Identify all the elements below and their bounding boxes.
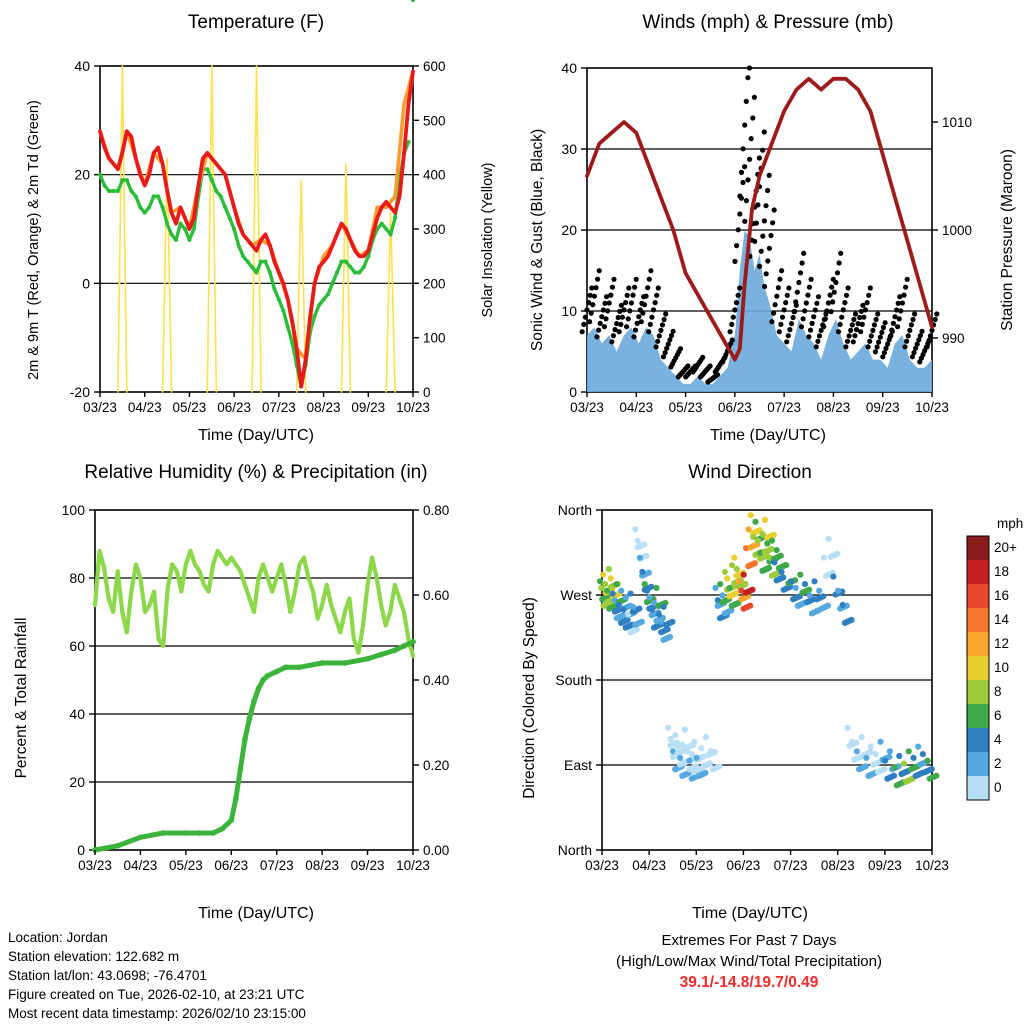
svg-text:03/23: 03/23 bbox=[585, 858, 619, 873]
svg-text:10/23: 10/23 bbox=[915, 400, 949, 415]
svg-text:500: 500 bbox=[423, 113, 446, 129]
winds-title: Winds (mph) & Pressure (mb) bbox=[642, 12, 894, 33]
svg-text:03/23: 03/23 bbox=[78, 858, 112, 873]
svg-text:2: 2 bbox=[994, 756, 1002, 771]
svg-text:0.00: 0.00 bbox=[423, 843, 450, 858]
svg-text:30: 30 bbox=[561, 141, 577, 157]
svg-text:10/23: 10/23 bbox=[396, 400, 430, 415]
svg-text:07/23: 07/23 bbox=[773, 858, 808, 873]
svg-text:06/23: 06/23 bbox=[217, 400, 252, 415]
svg-text:80: 80 bbox=[69, 570, 85, 586]
extremes-subtitle: (High/Low/Max Wind/Total Precipitation) bbox=[616, 953, 882, 970]
svg-text:990: 990 bbox=[942, 331, 965, 346]
svg-text:05/23: 05/23 bbox=[172, 400, 207, 415]
svg-text:North: North bbox=[557, 502, 592, 518]
svg-text:0.60: 0.60 bbox=[423, 588, 450, 603]
temperature-panel bbox=[0, 0, 512, 448]
station-location: Location: Jordan bbox=[8, 930, 108, 945]
humidity-xlabel: Time (Day/UTC) bbox=[198, 905, 314, 922]
station-info bbox=[8, 928, 508, 1023]
svg-text:09/23: 09/23 bbox=[865, 400, 900, 415]
winds-pressure-chart bbox=[512, 0, 1024, 448]
svg-text:0: 0 bbox=[994, 780, 1002, 795]
svg-text:East: East bbox=[563, 757, 592, 773]
svg-text:0: 0 bbox=[569, 384, 577, 400]
svg-text:mph: mph bbox=[997, 516, 1024, 531]
wind-speed-colorbar bbox=[967, 516, 1023, 800]
wind-direction-panel bbox=[512, 448, 1024, 928]
temperature-xlabel: Time (Day/UTC) bbox=[198, 427, 314, 444]
station-elevation: Station elevation: 122.682 m bbox=[8, 949, 180, 964]
svg-text:4: 4 bbox=[994, 732, 1002, 747]
svg-text:South: South bbox=[555, 672, 592, 688]
svg-text:0: 0 bbox=[423, 385, 431, 400]
svg-text:05/23: 05/23 bbox=[168, 858, 203, 873]
svg-text:03/23: 03/23 bbox=[83, 400, 117, 415]
svg-text:100: 100 bbox=[423, 330, 446, 346]
svg-text:20: 20 bbox=[69, 774, 85, 790]
wind-direction-ylabel: Direction (Colored By Speed) bbox=[521, 597, 538, 799]
temperature-ylabel: 2m & 9m T (Red, Orange) & 2m Td (Green) bbox=[26, 100, 42, 380]
temperature-title: Temperature (F) bbox=[187, 12, 325, 33]
svg-text:1010: 1010 bbox=[942, 115, 973, 130]
winds-pressure-panel bbox=[512, 0, 1024, 448]
winds-xlabel: Time (Day/UTC) bbox=[710, 427, 826, 444]
svg-text:North: North bbox=[557, 842, 592, 858]
wind-direction-xlabel: Time (Day/UTC) bbox=[692, 905, 808, 922]
svg-text:300: 300 bbox=[423, 222, 446, 237]
svg-text:06/23: 06/23 bbox=[717, 400, 752, 415]
svg-text:10: 10 bbox=[561, 303, 577, 319]
svg-text:400: 400 bbox=[423, 167, 446, 183]
extremes-title: Extremes For Past 7 Days bbox=[661, 932, 837, 949]
svg-text:0: 0 bbox=[77, 842, 85, 858]
svg-text:03/23: 03/23 bbox=[570, 400, 604, 415]
svg-text:600: 600 bbox=[423, 59, 446, 74]
svg-text:10/23: 10/23 bbox=[915, 858, 949, 873]
svg-text:8: 8 bbox=[994, 684, 1002, 699]
svg-text:-20: -20 bbox=[69, 384, 90, 400]
svg-text:09/23: 09/23 bbox=[351, 400, 386, 415]
svg-text:20: 20 bbox=[561, 222, 577, 238]
wind-direction-chart bbox=[512, 448, 1024, 928]
humidity-precip-chart bbox=[0, 448, 512, 928]
svg-text:1000: 1000 bbox=[942, 223, 973, 238]
svg-text:0: 0 bbox=[82, 275, 90, 292]
svg-text:60: 60 bbox=[69, 638, 85, 654]
svg-text:06/23: 06/23 bbox=[726, 858, 761, 873]
extremes-values: 39.1/-14.8/19.7/0.49 bbox=[679, 974, 819, 991]
temperature-ylabel-right: Solar Insolation (Yellow) bbox=[480, 162, 496, 318]
svg-text:07/23: 07/23 bbox=[767, 400, 802, 415]
svg-text:07/23: 07/23 bbox=[259, 858, 294, 873]
temperature-chart bbox=[0, 0, 512, 448]
svg-text:04/23: 04/23 bbox=[123, 858, 158, 873]
svg-text:0.40: 0.40 bbox=[423, 673, 450, 688]
svg-text:08/23: 08/23 bbox=[816, 400, 851, 415]
svg-text:20+: 20+ bbox=[994, 540, 1017, 555]
svg-text:10: 10 bbox=[994, 660, 1010, 675]
svg-text:16: 16 bbox=[994, 588, 1010, 603]
humidity-ylabel: Percent & Total Rainfall bbox=[13, 617, 30, 779]
svg-text:04/23: 04/23 bbox=[632, 858, 667, 873]
svg-text:40: 40 bbox=[561, 60, 577, 76]
winds-ylabel: Sonic Wind & Gust (Blue, Black) bbox=[529, 128, 546, 352]
svg-text:07/23: 07/23 bbox=[261, 400, 296, 415]
figure-created: Figure created on Tue, 2026-02-10, at 23:21 UTC bbox=[8, 987, 305, 1002]
svg-text:05/23: 05/23 bbox=[679, 858, 714, 873]
extremes-box bbox=[584, 930, 914, 993]
svg-text:14: 14 bbox=[994, 612, 1010, 627]
svg-text:100: 100 bbox=[61, 502, 85, 518]
wind-direction-title: Wind Direction bbox=[688, 462, 812, 483]
svg-text:09/23: 09/23 bbox=[350, 858, 385, 873]
svg-text:12: 12 bbox=[994, 636, 1010, 651]
svg-text:05/23: 05/23 bbox=[668, 400, 703, 415]
svg-text:200: 200 bbox=[423, 276, 446, 292]
humidity-precip-panel bbox=[0, 448, 512, 928]
svg-text:20: 20 bbox=[74, 166, 90, 183]
svg-text:10/23: 10/23 bbox=[396, 858, 430, 873]
humidity-title: Relative Humidity (%) & Precipitation (in) bbox=[84, 462, 428, 483]
svg-text:04/23: 04/23 bbox=[619, 400, 654, 415]
svg-text:18: 18 bbox=[994, 564, 1010, 579]
winds-ylabel-right: Station Pressure (Maroon) bbox=[999, 149, 1016, 331]
svg-text:04/23: 04/23 bbox=[127, 400, 162, 415]
svg-text:09/23: 09/23 bbox=[867, 858, 902, 873]
svg-text:08/23: 08/23 bbox=[306, 400, 341, 415]
svg-text:06/23: 06/23 bbox=[214, 858, 249, 873]
svg-text:40: 40 bbox=[74, 58, 90, 74]
svg-text:08/23: 08/23 bbox=[820, 858, 855, 873]
svg-text:6: 6 bbox=[994, 708, 1002, 723]
svg-text:40: 40 bbox=[69, 706, 85, 722]
station-latlon: Station lat/lon: 43.0698; -76.4701 bbox=[8, 968, 207, 983]
svg-text:0.80: 0.80 bbox=[423, 503, 450, 518]
svg-text:0.20: 0.20 bbox=[423, 758, 450, 773]
svg-text:West: West bbox=[560, 587, 592, 603]
svg-text:08/23: 08/23 bbox=[305, 858, 340, 873]
recent-timestamp: Most recent data timestamp: 2026/02/10 23:15:00 bbox=[8, 1006, 306, 1021]
